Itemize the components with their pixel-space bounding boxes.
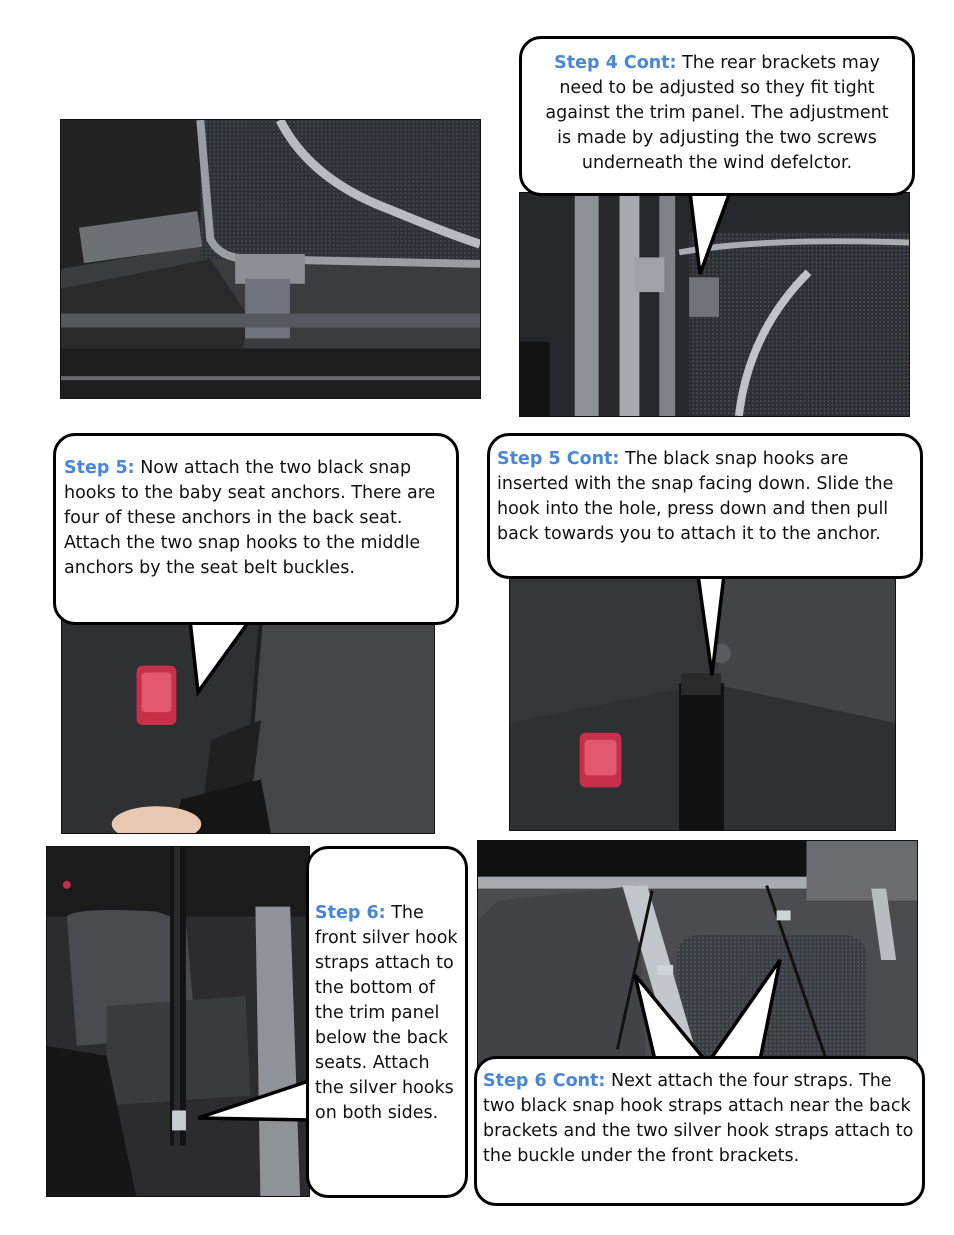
photo-baby-seat-anchor: [61, 620, 435, 834]
photo-four-straps: [477, 840, 918, 1090]
step-label: Step 6:: [315, 903, 386, 923]
caption-step-6-cont: [474, 1056, 925, 1206]
photo-snap-hook: [509, 573, 896, 831]
caption-text: Now attach the two black snap hooks to the baby seat anchors. There are four of these anchors in the back seat. Attach the two snap hooks to the middle anchors by the seat belt buckles.: [64, 458, 436, 578]
caption-step-5: [53, 433, 459, 625]
caption-step-4-cont: [519, 36, 915, 196]
photo-bracket-seat: [60, 119, 481, 399]
caption-text: The front silver hook straps attach to the bottom of the trim panel below the back seats. Attach the silver hooks on both sides.: [315, 903, 458, 1123]
step-label: Step 4 Cont:: [554, 53, 677, 73]
step-label: Step 6 Cont:: [483, 1071, 606, 1091]
photo-rear-brackets: [519, 192, 910, 417]
step-label: Step 5:: [64, 458, 135, 478]
step-label: Step 5 Cont:: [497, 449, 620, 469]
caption-text: The rear brackets may need to be adjusted so they fit tight against the trim panel. The adjustment is made by adjusting the two screws underneath the wind defelctor.: [545, 53, 889, 173]
caption-text: Next attach the four straps. The two black snap hook straps attach near the back brackets and the two silver hook straps attach to the buckle under the front brackets.: [483, 1071, 914, 1166]
photo-silver-hook-strap: [46, 846, 310, 1197]
caption-step-5-cont: [487, 433, 923, 579]
caption-step-6: [306, 846, 468, 1198]
caption-text: The black snap hooks are inserted with the snap facing down. Slide the hook into the hole, press down and then pull back towards you to attach it to the anchor.: [497, 449, 894, 544]
